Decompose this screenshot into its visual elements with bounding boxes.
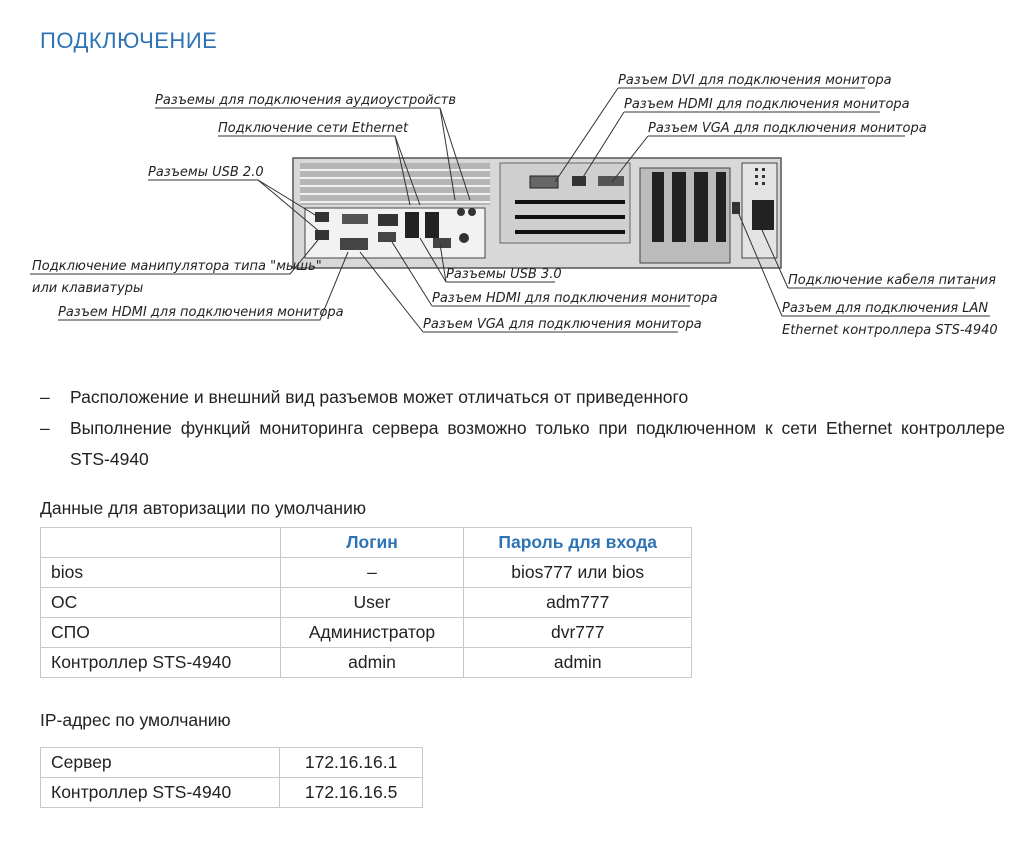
bullet-dash: – — [40, 418, 50, 438]
label-ethernet: Подключение сети Ethernet — [218, 121, 409, 136]
header-login: Логин — [280, 528, 464, 558]
cell-password: dvr777 — [464, 618, 692, 648]
note-text: Расположение и внешний вид разъемов может отличаться от приведенного — [70, 387, 689, 407]
ip-caption: IP-адрес по умолчанию — [40, 710, 231, 730]
cell-ip: 172.16.16.1 — [280, 748, 423, 778]
cell-login: User — [280, 588, 464, 618]
header-empty — [41, 528, 281, 558]
cell-password: admin — [464, 648, 692, 678]
page-title: ПОДКЛЮЧЕНИЕ — [40, 28, 218, 53]
cell-device: Сервер — [41, 748, 280, 778]
server-chassis — [293, 158, 781, 268]
cell-password: adm777 — [464, 588, 692, 618]
cell-device: Контроллер STS-4940 — [41, 778, 280, 808]
cell-login: – — [280, 558, 464, 588]
auth-table — [40, 527, 692, 678]
ip-table — [40, 747, 423, 808]
table-row — [41, 558, 692, 588]
table-header-row — [41, 528, 692, 558]
label-mouse-1: Подключение манипулятора типа "мышь" — [32, 259, 322, 274]
label-vga-top: Разъем VGA для подключения монитора — [648, 121, 927, 136]
table-row — [41, 648, 692, 678]
cell-system: ОС — [41, 588, 281, 618]
label-hdmi-left: Разъем HDMI для подключения монитора — [58, 305, 344, 320]
label-hdmi-top: Разъем HDMI для подключения монитора — [624, 97, 910, 112]
cell-password: bios777 или bios — [464, 558, 692, 588]
table-row — [41, 778, 423, 808]
label-lan-1: Разъем для подключения LAN — [782, 301, 989, 316]
cell-system: Контроллер STS-4940 — [41, 648, 281, 678]
table-row — [41, 748, 423, 778]
auth-caption: Данные для авторизации по умолчанию — [40, 498, 366, 518]
cell-system: СПО — [41, 618, 281, 648]
header-password: Пароль для входа — [464, 528, 692, 558]
note-item — [40, 413, 1005, 475]
cell-system: bios — [41, 558, 281, 588]
notes-list — [40, 382, 1005, 475]
cell-login: Администратор — [280, 618, 464, 648]
cell-login: admin — [280, 648, 464, 678]
note-item — [40, 382, 1005, 413]
label-lan-2: Ethernet контроллера STS-4940 — [782, 323, 998, 338]
table-row — [41, 618, 692, 648]
bullet-dash: – — [40, 387, 50, 407]
label-hdmi-mid: Разъем HDMI для подключения монитора — [432, 291, 718, 306]
label-power: Подключение кабеля питания — [788, 273, 996, 288]
table-row — [41, 588, 692, 618]
label-usb3: Разъемы USB 3.0 — [446, 267, 562, 282]
label-vga-mid: Разъем VGA для подключения монитора — [423, 317, 702, 332]
cell-ip: 172.16.16.5 — [280, 778, 423, 808]
note-text: Выполнение функций мониторинга сервера возможно только при подключенном к сети Ethernet контроллере STS-4940 — [70, 418, 1005, 469]
label-audio: Разъемы для подключения аудиоустройств — [155, 93, 456, 108]
label-mouse-2: или клавиатуры — [32, 281, 144, 296]
server-rear-panel-diagram — [0, 60, 1036, 360]
label-usb2: Разъемы USB 2.0 — [148, 165, 264, 180]
label-dvi: Разъем DVI для подключения монитора — [618, 73, 892, 88]
